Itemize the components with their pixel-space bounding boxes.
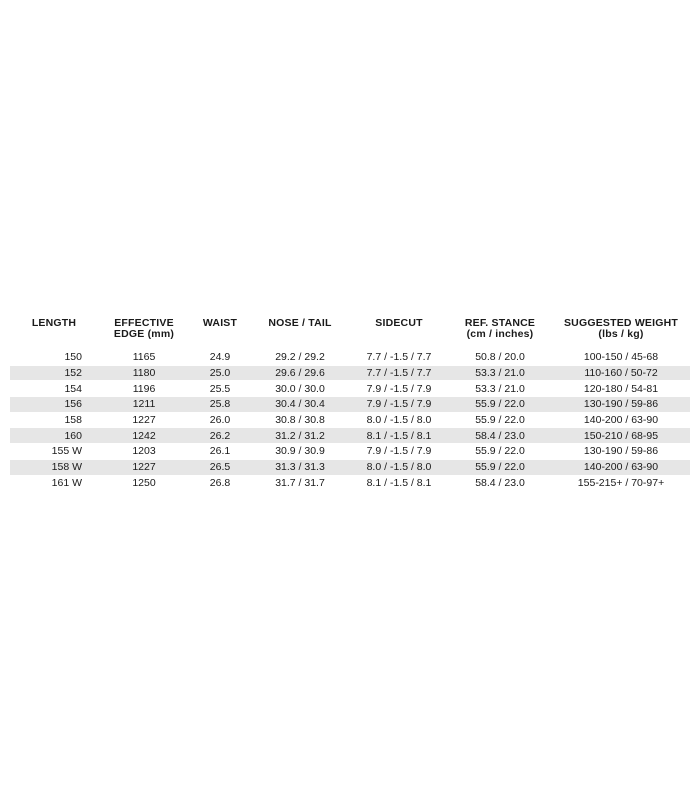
- table-row: [10, 412, 690, 428]
- column-header-length: [10, 314, 98, 350]
- cell-suggested-weight: 100-150 / 45-68: [552, 350, 690, 365]
- column-header-line1: NOSE / TAIL: [268, 317, 332, 329]
- column-header-line2: (lbs / kg): [598, 328, 644, 340]
- cell-nose-tail: 31.2 / 31.2: [250, 428, 350, 444]
- table-row: [10, 397, 690, 413]
- cell-length: 158: [10, 412, 98, 428]
- cell-length: 154: [10, 381, 98, 397]
- cell-nose-tail: 31.7 / 31.7: [250, 475, 350, 491]
- cell-waist: 26.1: [190, 444, 250, 460]
- table-header: [10, 314, 690, 350]
- cell-effective-edge: 1203: [98, 444, 190, 460]
- column-header-waist: [190, 314, 250, 350]
- column-header-ref-stance: [448, 314, 552, 350]
- column-header-line1: SUGGESTED WEIGHT: [563, 317, 679, 329]
- cell-waist: 25.0: [190, 365, 250, 381]
- cell-nose-tail: 30.9 / 30.9: [250, 444, 350, 460]
- cell-waist: 26.8: [190, 475, 250, 491]
- cell-sidecut: 8.0 / -1.5 / 8.0: [350, 459, 448, 475]
- header-row: [10, 314, 690, 350]
- cell-ref-stance: 55.9 / 22.0: [448, 444, 552, 460]
- cell-length: 156: [10, 397, 98, 413]
- cell-length: 155 W: [10, 444, 98, 460]
- cell-nose-tail: 29.6 / 29.6: [250, 365, 350, 381]
- cell-ref-stance: 50.8 / 20.0: [448, 350, 552, 365]
- cell-length: 160: [10, 428, 98, 444]
- cell-suggested-weight: 120-180 / 54-81: [552, 381, 690, 397]
- cell-effective-edge: 1242: [98, 428, 190, 444]
- cell-ref-stance: 55.9 / 22.0: [448, 412, 552, 428]
- column-header-line1: SIDECUT: [375, 317, 423, 329]
- cell-waist: 24.9: [190, 350, 250, 365]
- table-body: [10, 350, 690, 491]
- table-row: [10, 475, 690, 491]
- table-row: [10, 459, 690, 475]
- cell-ref-stance: 58.4 / 23.0: [448, 475, 552, 491]
- cell-sidecut: 7.7 / -1.5 / 7.7: [350, 350, 448, 365]
- cell-nose-tail: 31.3 / 31.3: [250, 459, 350, 475]
- cell-suggested-weight: 140-200 / 63-90: [552, 412, 690, 428]
- column-header-line2: (cm / inches): [466, 328, 534, 340]
- cell-suggested-weight: 155-215+ / 70-97+: [552, 475, 690, 491]
- cell-waist: 26.5: [190, 459, 250, 475]
- column-header-sidecut: [350, 314, 448, 350]
- cell-length: 150: [10, 350, 98, 365]
- table-row: [10, 365, 690, 381]
- cell-suggested-weight: 110-160 / 50-72: [552, 365, 690, 381]
- cell-sidecut: 8.0 / -1.5 / 8.0: [350, 412, 448, 428]
- cell-effective-edge: 1250: [98, 475, 190, 491]
- column-header-nose-tail: [250, 314, 350, 350]
- cell-suggested-weight: 130-190 / 59-86: [552, 397, 690, 413]
- cell-waist: 26.0: [190, 412, 250, 428]
- cell-effective-edge: 1211: [98, 397, 190, 413]
- table-row: [10, 381, 690, 397]
- cell-suggested-weight: 130-190 / 59-86: [552, 444, 690, 460]
- column-header-line1: LENGTH: [31, 317, 77, 329]
- cell-ref-stance: 53.3 / 21.0: [448, 381, 552, 397]
- cell-waist: 25.5: [190, 381, 250, 397]
- cell-ref-stance: 58.4 / 23.0: [448, 428, 552, 444]
- cell-sidecut: 7.9 / -1.5 / 7.9: [350, 444, 448, 460]
- cell-ref-stance: 55.9 / 22.0: [448, 459, 552, 475]
- cell-ref-stance: 53.3 / 21.0: [448, 365, 552, 381]
- cell-effective-edge: 1227: [98, 412, 190, 428]
- cell-nose-tail: 30.0 / 30.0: [250, 381, 350, 397]
- cell-sidecut: 7.9 / -1.5 / 7.9: [350, 381, 448, 397]
- table-row: [10, 350, 690, 365]
- column-header-effective-edge: [98, 314, 190, 350]
- column-header-suggested-weight: [552, 314, 690, 350]
- cell-nose-tail: 30.8 / 30.8: [250, 412, 350, 428]
- cell-sidecut: 7.9 / -1.5 / 7.9: [350, 397, 448, 413]
- cell-effective-edge: 1227: [98, 459, 190, 475]
- column-header-line1: EFFECTIVE: [114, 317, 174, 329]
- column-header-line1: REF. STANCE: [464, 317, 536, 329]
- cell-suggested-weight: 140-200 / 63-90: [552, 459, 690, 475]
- cell-effective-edge: 1165: [98, 350, 190, 365]
- table-row: [10, 428, 690, 444]
- cell-nose-tail: 30.4 / 30.4: [250, 397, 350, 413]
- table-row: [10, 444, 690, 460]
- cell-length: 158 W: [10, 459, 98, 475]
- column-header-line1: WAIST: [202, 317, 238, 329]
- cell-nose-tail: 29.2 / 29.2: [250, 350, 350, 365]
- cell-waist: 25.8: [190, 397, 250, 413]
- cell-sidecut: 8.1 / -1.5 / 8.1: [350, 475, 448, 491]
- cell-sidecut: 8.1 / -1.5 / 8.1: [350, 428, 448, 444]
- cell-length: 152: [10, 365, 98, 381]
- cell-waist: 26.2: [190, 428, 250, 444]
- cell-ref-stance: 55.9 / 22.0: [448, 397, 552, 413]
- cell-effective-edge: 1180: [98, 365, 190, 381]
- cell-sidecut: 7.7 / -1.5 / 7.7: [350, 365, 448, 381]
- column-header-line2: EDGE (mm): [113, 328, 175, 340]
- cell-effective-edge: 1196: [98, 381, 190, 397]
- cell-suggested-weight: 150-210 / 68-95: [552, 428, 690, 444]
- cell-length: 161 W: [10, 475, 98, 491]
- size-spec-table: [10, 314, 690, 491]
